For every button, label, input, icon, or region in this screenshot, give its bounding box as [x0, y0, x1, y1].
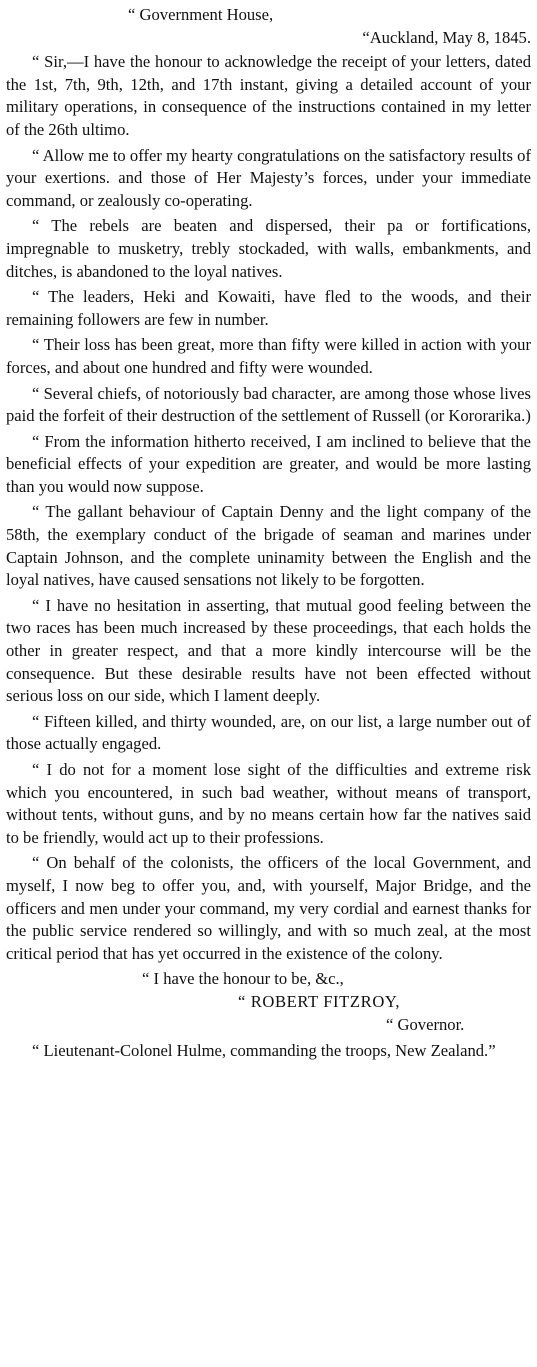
- letter-heading-date: “Auckland, May 8, 1845.: [362, 27, 531, 47]
- signature-name: “ ROBERT FITZROY,: [238, 991, 401, 1011]
- letter-paragraph-2: “ Allow me to offer my hearty congratulations on the satisfactory results of your exertions. and those of Her Majesty’s forces, under your immediate command, or zealously co-operating.: [6, 145, 531, 210]
- recipient-address: “ Lieutenant-Colonel Hulme, commanding the troops, New Zealand.”: [32, 1041, 496, 1061]
- letter-paragraph-7: “ From the information hitherto received, I am inclined to believe that the beneficial effects of your expedition are greater, and would be more lasting than you would now suppose.: [6, 431, 531, 496]
- letter-heading-place: “ Government House,: [128, 5, 274, 24]
- letter-paragraph-10: “ Fifteen killed, and thirty wounded, are, on our list, a large number out of those actually engaged.: [6, 711, 531, 754]
- letter-paragraph-11: “ I do not for a moment lose sight of the difficulties and extreme risk which you encountered, in such bad weather, without means of transport, without tents, without guns, and by no means certain how far the natives said to be friendly, would act up to their professions.: [6, 760, 531, 847]
- letter-paragraph-12: “ On behalf of the colonists, the officers of the local Government, and myself, I now beg to offer you, and, with yourself, Major Bridge, and the officers and men under your command, my very cordial and earnest thanks for the public service rendered so willingly, and with so much zeal, at the most critical period that has yet occurred in the existence of the colony.: [6, 853, 531, 963]
- letter-paragraph-9: “ I have no hesitation in asserting, that mutual good feeling between the two races has been much increased by these proceedings, that each holds the other in greater respect, and that a more kindly intercourse will be the consequence. But these desirable results have not been effected without serious loss on our side, which I lament deeply.: [6, 595, 531, 706]
- letter-paragraph-4: “ The leaders, Heki and Kowaiti, have fled to the woods, and their remaining followers are few in number.: [6, 287, 531, 329]
- letter-paragraph-6: “ Several chiefs, of notoriously bad character, are among those whose lives paid the forfeit of their destruction of the settlement of Russell (or Kororarika.): [6, 383, 531, 426]
- signature-title: “ Governor.: [386, 1014, 465, 1034]
- closing-salutation: “ I have the honour to be, &c.,: [142, 969, 344, 989]
- letter-paragraph-3: “ The rebels are beaten and dispersed, their pa or fortifications, impregnable to musketry, trebly stockaded, with walls, embankments, and ditches, is abandoned to the loyal natives.: [6, 216, 531, 281]
- letter-paragraph-1: “ Sir,—I have the honour to acknowledge the receipt of your letters, dated the 1st, 7th, 9th, 12th, and 17th instant, giving a detailed account of your military operations, in consequence of the instructions contained in my letter of the 26th ultimo.: [6, 52, 531, 139]
- letter-paragraph-5: “ Their loss has been great, more than fifty were killed in action with your forces, and about one hundred and fifty were wounded.: [6, 335, 531, 377]
- letter-paragraph-8: “ The gallant behaviour of Captain Denny and the light company of the 58th, the exemplary conduct of the brigade of seaman and marines under Captain Johnson, and the complete uninamity between the English and the loyal natives, have caused sensations not likely to be forgotten.: [6, 502, 531, 590]
